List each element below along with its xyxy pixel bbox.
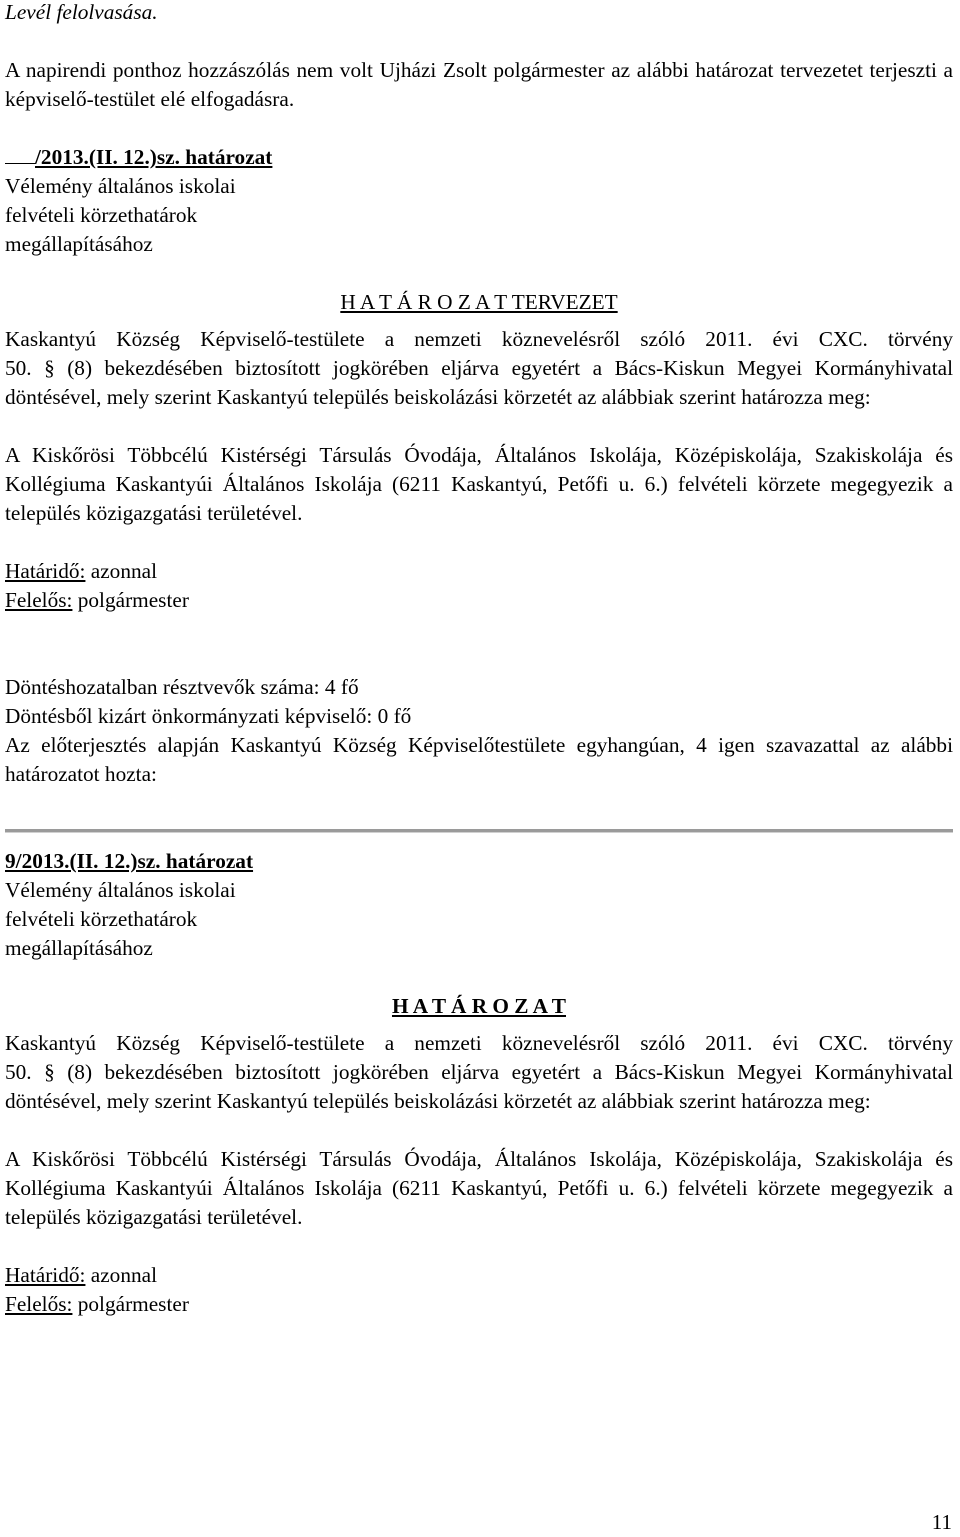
draft-resolution [5, 143, 953, 615]
vote-result: Az előterjesztés alapján Kaskantyú Község Képviselőtestülete egyhangúan, 4 igen szavazattal az alábbi határozatot hozta: [5, 733, 953, 786]
section-divider [5, 829, 953, 833]
deadline-label: Határidő: [5, 559, 86, 583]
draft-subject-line: felvételi körzethatárok [5, 203, 198, 227]
responsible-value: polgármester [72, 588, 189, 612]
resolution-para2: A Kiskőrösi Többcélú Kistérségi Társulás Óvodája, Általános Iskolája, Középiskolája, Szakiskolája és Kollégiuma Kaskantyúi Általános Iskolája (6211 Kaskantyú, Petőfi u. 6.) felvételi körzete megegyezik a település közigazgatási területével. [5, 1147, 953, 1229]
vote-excluded: Döntésből kizárt önkormányzati képviselő: 0 fő [5, 704, 412, 728]
number-blank [5, 143, 35, 164]
deadline-label: Határidő: [5, 1263, 86, 1287]
resolution-heading: H A T Á R O Z A T [391, 994, 566, 1018]
draft-subject-line: megállapításához [5, 232, 153, 256]
intro-paragraph: A napirendi ponthoz hozzászólás nem volt Ujházi Zsolt polgármester az alábbi határozat tervezetet terjeszti a képviselő-testület elé elfogadásra. [5, 58, 953, 111]
responsible-label: Felelős: [5, 1292, 73, 1316]
vote-section [5, 673, 953, 789]
draft-para2: A Kiskőrösi Többcélú Kistérségi Társulás Óvodája, Általános Iskolája, Középiskolája, Szakiskolája és Kollégiuma Kaskantyúi Általános Iskolája (6211 Kaskantyú, Petőfi u. 6.) felvételi körzete megegyezik a település közigazgatási területével. [5, 443, 953, 525]
draft-responsible [5, 586, 953, 615]
responsible-value: polgármester [72, 1292, 189, 1316]
draft-para1: 50. § (8) bekezdésében biztosított jogkörében eljárva egyetért a Bács-Kiskun Megyei Kormányhivatal döntésével, mely szerint Kaskantyú település beiskolázási körzetét az alábbiak szerint határozza meg: [5, 356, 953, 409]
draft-number-text: /2013.(II. 12.)sz. határozat [35, 145, 273, 169]
resolution-deadline [5, 1261, 953, 1290]
resolution-responsible [5, 1290, 953, 1319]
responsible-label: Felelős: [5, 588, 73, 612]
draft-para1-first-line: Kaskantyú Község Képviselő-testülete a nemzeti köznevelésről szóló 2011. évi CXC. törvény [5, 327, 953, 351]
resolution-subject-line: Vélemény általános iskolai [5, 878, 236, 902]
draft-deadline [5, 557, 953, 586]
resolution-subject-line: felvételi körzethatárok [5, 907, 198, 931]
final-resolution [5, 847, 953, 1319]
resolution-para1-first-line: Kaskantyú Község Képviselő-testülete a nemzeti köznevelésről szóló 2011. évi CXC. törvény [5, 1031, 953, 1055]
page-number: 11 [931, 1510, 952, 1534]
draft-number [5, 143, 953, 172]
document-page [5, 0, 953, 1319]
deadline-value: azonnal [85, 1263, 157, 1287]
resolution-subject-line: megállapításához [5, 936, 153, 960]
deadline-value: azonnal [85, 559, 157, 583]
resolution-number: 9/2013.(II. 12.)sz. határozat [5, 849, 254, 873]
draft-heading: H A T Á R O Z A T TERVEZET [340, 290, 618, 314]
resolution-para1: 50. § (8) bekezdésében biztosított jogkörében eljárva egyetért a Bács-Kiskun Megyei Kormányhivatal döntésével, mely szerint Kaskantyú település beiskolázási körzetét az alábbiak szerint határozza meg: [5, 1060, 953, 1113]
draft-subject-line: Vélemény általános iskolai [5, 174, 236, 198]
header-line: Levél felolvasása. [5, 0, 158, 24]
vote-participants: Döntéshozatalban résztvevők száma: 4 fő [5, 675, 359, 699]
